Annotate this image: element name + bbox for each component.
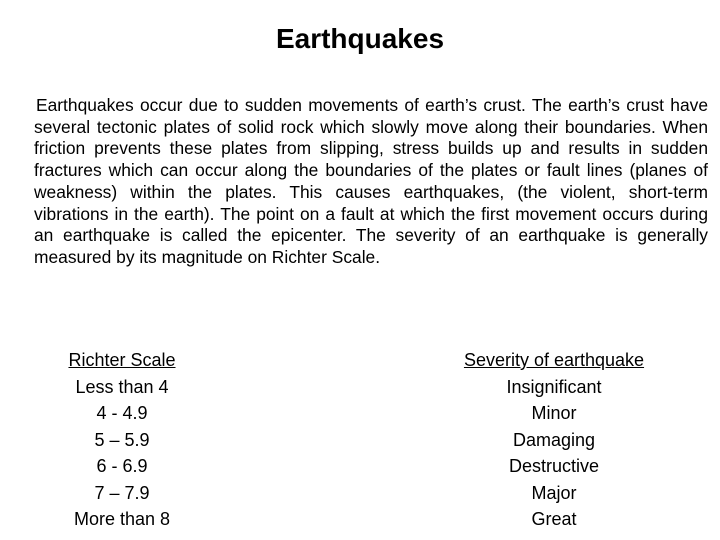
- severity-header: Severity of earthquake: [463, 350, 645, 370]
- richter-scale-value: 6 - 6.9: [96, 456, 148, 476]
- severity-value: Minor: [531, 403, 577, 423]
- severity-value: Destructive: [508, 456, 600, 476]
- severity-value: Insignificant: [506, 376, 602, 397]
- page-title: Earthquakes: [275, 23, 445, 54]
- richter-scale-header: Richter Scale: [68, 350, 176, 370]
- severity-value: Damaging: [512, 429, 596, 450]
- severity-column: [446, 347, 662, 533]
- richter-scale-value: 7 – 7.9: [94, 482, 150, 503]
- richter-scale-column: [40, 347, 204, 533]
- richter-scale-value: More than 8: [73, 509, 171, 529]
- severity-value: Major: [531, 482, 577, 503]
- body-paragraph: Earthquakes occur due to sudden movements of earth’s crust. The earth’s crust have several tectonic plates of solid rock which slowly move along their boundaries. When friction prevents these plates from slipping, stress builds up and results in sudden fractures which can occur along the boundaries of the plates or fault lines (planes of weakness) within the plates. This causes earthquakes, (the violent, short-term vibrations in the earth). The point on a fault at which the first movement occurs during an earthquake is called the epicenter. The severity of an earthquake is generally measured by its magnitude on Richter Scale.: [34, 95, 708, 267]
- severity-value: Great: [531, 509, 577, 529]
- richter-scale-value: 5 – 5.9: [94, 429, 150, 450]
- richter-scale-value: 4 - 4.9: [96, 403, 148, 423]
- richter-scale-value: Less than 4: [75, 376, 169, 397]
